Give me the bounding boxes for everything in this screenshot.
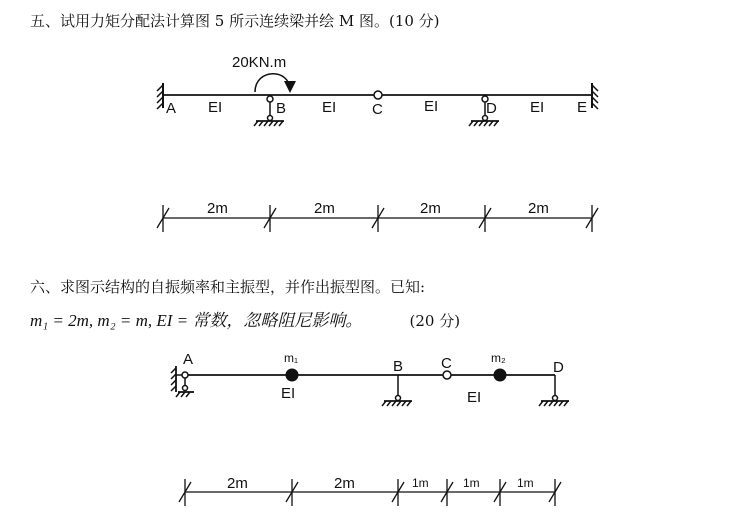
q5-span-3: 2m: [420, 200, 441, 217]
q6-mass-label-1: m₁: [284, 351, 299, 365]
q5-node-c: C: [372, 101, 383, 118]
question-6-title: 六、求图示结构的自振频率和主振型，并作出振型图。已知:: [30, 278, 426, 296]
fixed-support-e: [592, 83, 598, 109]
support-a: [171, 366, 194, 397]
q6-span-1: 2m: [227, 475, 248, 492]
q6-node-d: D: [553, 359, 564, 376]
fixed-support-a: [157, 83, 163, 109]
hinge-c: [374, 91, 382, 99]
support-d: [539, 375, 569, 406]
moment-arrow: [255, 74, 290, 92]
mass-m2: [494, 369, 507, 382]
q5-ei-3: EI: [424, 98, 439, 115]
q5-span-4: 2m: [528, 200, 549, 217]
hinge-c-q6: [443, 371, 451, 379]
given-conditions: m₁ = 2m, m₂ = m, EI = 常数，忽略阻尼影响。: [30, 311, 363, 330]
support-b: [382, 375, 412, 406]
q5-span-2: 2m: [314, 200, 335, 217]
q5-node-b: B: [276, 100, 287, 117]
q6-ei-1: EI: [281, 385, 296, 402]
q6-mass-label-2: m₂: [491, 351, 506, 365]
q6-structure-figure: [171, 366, 569, 406]
q6-span-5: 1m: [517, 476, 534, 490]
question-6-score: (20 分): [409, 312, 461, 330]
q6-node-a: A: [183, 351, 194, 368]
q5-span-1: 2m: [207, 200, 228, 217]
q6-span-2: 2m: [334, 475, 355, 492]
q6-span-4: 1m: [463, 476, 480, 490]
question-5-title: 五、试用力矩分配法计算图 5 所示连续梁并绘 M 图。(10 分): [30, 12, 440, 30]
q5-ei-2: EI: [322, 99, 337, 116]
moment-label: 20KN.m: [232, 54, 287, 71]
q5-ei-4: EI: [530, 99, 545, 116]
q6-ei-2: EI: [467, 389, 482, 406]
q5-node-a: A: [166, 100, 177, 117]
q5-node-d: D: [486, 100, 497, 117]
q5-ei-1: EI: [208, 99, 223, 116]
q5-node-e: E: [577, 99, 588, 116]
mass-m1: [286, 369, 299, 382]
q6-node-b: B: [393, 358, 404, 375]
q6-span-3: 1m: [412, 476, 429, 490]
q6-node-c: C: [441, 355, 452, 372]
